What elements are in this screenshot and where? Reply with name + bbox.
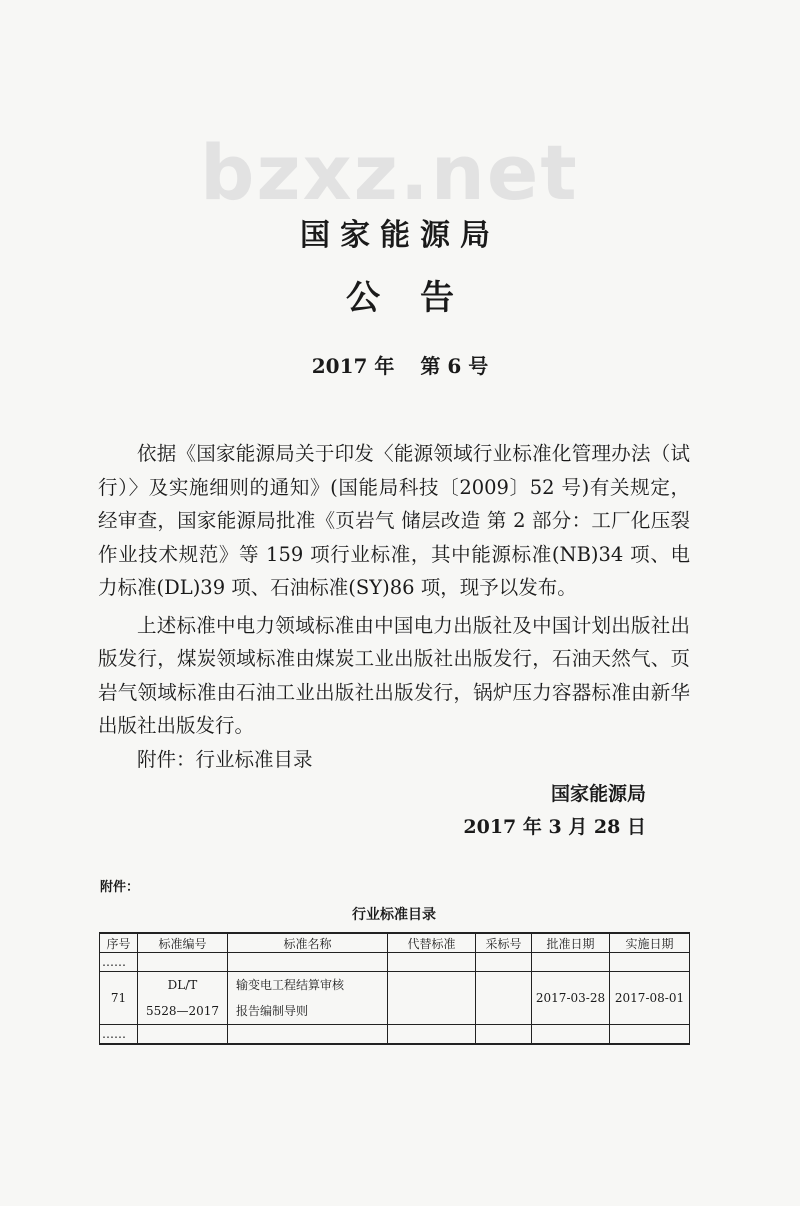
table-row-ellipsis xyxy=(100,953,690,972)
table-row xyxy=(100,972,690,1025)
signature-org: 国家能源局 xyxy=(550,783,646,805)
col-adopted: 采标号 xyxy=(476,933,532,953)
signature-block xyxy=(0,778,646,844)
row-code xyxy=(138,972,228,1025)
issue-year: 2017 年 xyxy=(311,354,395,378)
issuing-org-title: 国家能源局 xyxy=(300,218,500,253)
table-row-ellipsis xyxy=(100,1025,690,1045)
row-effective: 2017-08-01 xyxy=(610,972,690,1025)
col-approved: 批准日期 xyxy=(532,933,610,953)
paragraph-2: 上述标准中电力领域标准由中国电力出版社及中国计划出版社出版发行，煤炭领域标准由煤炭工业出版社出版发行，石油天然气、页岩气领域标准由石油工业出版社出版发行，锅炉压力容器标准由新华出版社出版发行。 xyxy=(98,613,690,737)
row-name xyxy=(228,972,388,1025)
ellipsis-cell: …… xyxy=(100,1025,138,1045)
col-name: 标准名称 xyxy=(228,933,388,953)
issue-seq: 第 6 号 xyxy=(420,354,489,378)
col-effective: 实施日期 xyxy=(610,933,690,953)
ellipsis-cell: …… xyxy=(100,953,138,972)
table-header-row xyxy=(100,933,690,953)
paragraph-1: 依据《国家能源局关于印发〈能源领域行业标准化管理办法（试行）〉及实施细则的通知》(国能局科技〔2009〕52 号)有关规定，经审查，国家能源局批准《页岩气 储层改造 第 2 部分：工厂化压裂作业技术规范》等 159 项行业标准，其中能源标准(NB)34 项、电力标准(DL)39 项、石油标准(SY)86 项，现予以发布。 xyxy=(98,442,690,599)
row-replaces xyxy=(388,972,476,1025)
row-name-line2: 报告编制导则 xyxy=(236,1004,309,1018)
col-index: 序号 xyxy=(100,933,138,953)
issue-number xyxy=(0,350,800,379)
row-adopted xyxy=(476,972,532,1025)
row-name-line1: 输变电工程结算审核 xyxy=(236,978,345,992)
annex-label: 附件： xyxy=(100,880,140,895)
row-code-line1: DL/T xyxy=(167,978,198,992)
table-title: 行业标准目录 xyxy=(352,907,436,923)
watermark: bzxz.net xyxy=(200,128,579,217)
row-index: 71 xyxy=(100,972,138,1025)
notice-body xyxy=(98,437,690,776)
signature-date: 2017 年 3 月 28 日 xyxy=(463,816,646,838)
row-approved: 2017-03-28 xyxy=(532,972,610,1025)
col-code: 标准编号 xyxy=(138,933,228,953)
paragraph-attachment: 附件：行业标准目录 xyxy=(137,747,313,771)
row-code-line2: 5528—2017 xyxy=(145,1004,220,1018)
notice-title: 公告 xyxy=(346,278,494,318)
col-replaces: 代替标准 xyxy=(388,933,476,953)
standards-table xyxy=(99,932,690,1045)
